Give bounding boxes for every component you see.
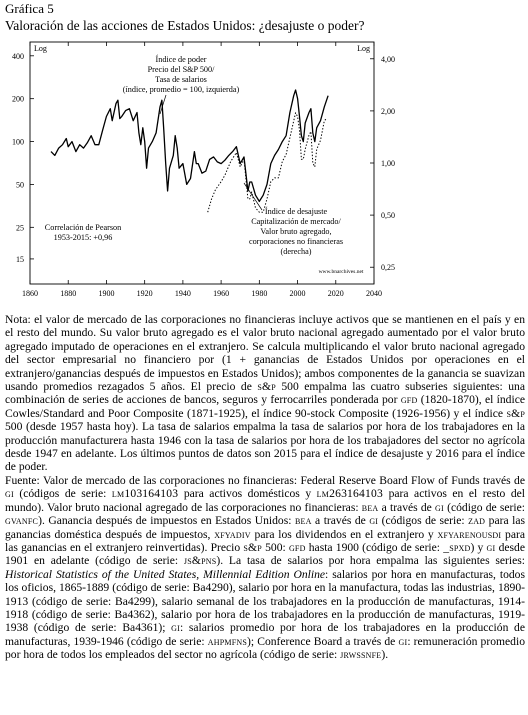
credit-url: www.bnarchives.net <box>318 269 364 275</box>
figure-label: Gráfica 5 <box>5 1 54 16</box>
series-code: lm263164103 <box>316 487 384 501</box>
series-code: gi <box>369 514 379 528</box>
y-left-tick-label: 50 <box>16 180 24 190</box>
series-code: jrwssnfe <box>340 648 382 662</box>
power-index-annotation: Índice de poder <box>155 55 207 64</box>
x-tick-label: 1860 <box>22 289 38 298</box>
y-left-tick-label: 200 <box>12 94 24 104</box>
correlation-annotation: 1953-2015: +0,96 <box>53 233 113 242</box>
series-code: zad <box>468 514 486 528</box>
x-tick-label: 1880 <box>60 289 77 298</box>
series-code: bea <box>361 500 379 514</box>
mismatch-index-annotation: (derecha) <box>280 247 312 256</box>
series-code: gi <box>486 540 496 554</box>
correlation-annotation: Correlación de Pearson <box>44 223 122 232</box>
x-tick-label: 1920 <box>136 289 153 298</box>
series-code: s&p <box>243 540 262 554</box>
y-right-tick-label: 4,00 <box>381 54 395 64</box>
series-code: gi <box>435 500 444 514</box>
y-right-tick-label: 0,50 <box>381 211 395 221</box>
series-code: xfyadiv <box>214 527 251 541</box>
series-code: s&p <box>506 406 525 420</box>
mismatch-index-line <box>208 113 327 212</box>
mismatch-index-annotation: Índice de desajuste <box>264 207 328 216</box>
y-left-tick-label: 15 <box>16 254 24 264</box>
series-code: gi <box>171 621 180 635</box>
y-right-tick-label: 0,25 <box>381 263 395 273</box>
figure-title: Valoración de las acciones de Estados Unidos: ¿desajuste o poder? <box>5 18 365 33</box>
x-tick-label: 2000 <box>289 289 306 298</box>
note-paragraph: Nota: el valor de mercado de las corporaciones no financieras incluye activos que se mantienen en el país y en el resto del mundo. Su valor bruto agregado es el valor bruto nacional agregado aumentado por el valor bruto agregado imputado de operaciones en el extranjero. Se calcula multiplicando el valor bruto nacional agregado del sector empresarial no financiero por (1 + ganancias de Estados Unidos por operaciones en el extranjero/ganancias después de impuestos en Estados Unidos); ambos componentes de la ganancia se suavizan usando promedios rezagados 5 años. El precio de s&p 500 empalma las cuatro subseries siguientes: una combinación de series de acciones de bancos, seguros y ferrocarriles ponderada por gfd (1820-1870), el índice Cowles/Standard and Poor Composite (1871-1925), el índice 90-stock Composite (1926-1956) y el índice s&p 500 (desde 1957 hasta hoy). La tasa de salarios empalma la tasa de salarios por hora de los trabajadores en la producción manufacturera hasta 1946 con la tasa de salarios por hora de los trabajadores del sector no agrícola desde 1947 en adelante. Los últimos puntos de datos son 2015 para el índice de desajuste y 2016 para el índice de poder. <box>5 313 525 474</box>
source-paragraph: Fuente: Valor de mercado de las corporaciones no financieras: Federal Reserve Board Flow of Funds través de gi (códigos de serie: lm103164103 para activos domésticos y lm263164103 para activos en el resto del mundo). Valor bruto nacional agregado de las corporaciones no financieras: bea a través de gi (código de serie: gvanfc). Ganancia después de impuestos en Estados Unidos: bea a través de gi (códigos de serie: zad para las ganancias doméstica después de impuestos, xfyadiv para los dividendos en el extranjero y xfyarenousdi para las ganancias en el extranjero reinvertidas). Precio s&p 500: gfd hasta 1900 (código de serie: _spxd) y gi desde 1901 en adelante (código de serie: js&pns). La tasa de salarios por hora empalma las siguientes series: Historical Statistics of the United States, Millennial Edition Online: salarios por hora en manufacturas, todos los oficios, 1865-1889 (código de serie: Ba4290), salario por hora en la manufactura, todas las industrias, 1890-1913 (código de serie: Ba4299), salario semanal de los trabajadores en la producción de manufacturas, 1914-1918 (código de serie: Ba4362), salario por hora de los trabajadores en la producción de manufacturas, 1919-1938 (código de serie: Ba4361); gi: salarios promedio por hora de los trabajadores en la producción de manufacturas, 1939-1946 (código de serie: ahpmfns); Conference Board a través de gi: remuneración promedio por hora de todos los empleados del sector no agrícola (código de serie: jrwssnfe). <box>5 473 525 662</box>
x-tick-label: 1900 <box>98 289 115 298</box>
publication-title: Historical Statistics of the United States, Millennial Edition Online <box>5 567 326 581</box>
series-code: lm103164103 <box>111 487 179 501</box>
y-left-tick-label: 25 <box>16 223 24 233</box>
power-index-annotation: Precio del S&P 500/ <box>147 65 215 74</box>
series-code: gfd <box>288 540 306 554</box>
y-right-tick-label: 1,00 <box>381 159 395 168</box>
power-index-annotation: Tasa de salarios <box>155 75 207 84</box>
x-tick-label: 1960 <box>213 289 230 298</box>
chart-annotations <box>45 54 364 275</box>
mismatch-index-annotation: corporaciones no financieras <box>248 237 344 246</box>
x-tick-label: 1980 <box>251 289 268 298</box>
mismatch-index-annotation: Capitalización de mercado/ <box>251 217 341 226</box>
y-right-tick-label: 2,00 <box>381 106 395 116</box>
series-code: s&p <box>257 380 276 394</box>
series-code: js&pns <box>183 554 217 568</box>
series-code: gi <box>398 634 408 648</box>
mismatch-index-annotation: Valor bruto agregado, <box>260 227 332 236</box>
series-code: bea <box>294 514 312 528</box>
series-code: _spxd <box>443 540 471 554</box>
series-code: ahpmfns <box>207 634 247 648</box>
series-code: xfyarenousdi <box>437 527 502 541</box>
y-left-tick-label: 400 <box>12 51 24 61</box>
series-code: gvanfc <box>5 514 39 528</box>
left-axis-log-label: Log <box>34 44 47 53</box>
y-left-tick-label: 100 <box>12 137 24 147</box>
series-code: gi <box>5 487 14 501</box>
x-tick-label: 2040 <box>366 289 382 298</box>
stock-valuation-chart <box>0 38 528 310</box>
power-index-line <box>51 90 328 201</box>
power-index-annotation: (índice, promedio = 100, izquierda) <box>122 85 240 94</box>
series-code: gfd <box>400 393 418 407</box>
chart-series <box>51 90 328 212</box>
figure-notes <box>5 313 525 662</box>
right-axis-log-label: Log <box>357 44 370 53</box>
x-tick-label: 2020 <box>327 289 344 298</box>
x-tick-label: 1940 <box>174 289 191 298</box>
